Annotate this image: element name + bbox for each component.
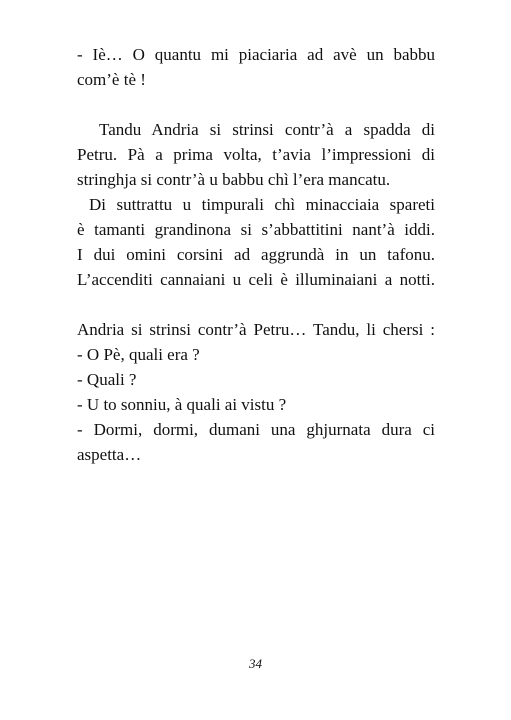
- paragraph-2: [77, 117, 435, 192]
- dialogue-line: - Dormi, dormi, dumani una ghjurnata dura ci: [77, 420, 435, 439]
- text-line: - Iè… O quantu mi piaciaria ad avè un babbu: [77, 45, 435, 64]
- text-line: stringhja si contr’à u babbu chì l’era mancatu.: [77, 170, 391, 189]
- paragraph-1: [77, 42, 435, 92]
- text-line: Di suttrattu u timpurali chì minacciaia spareti: [89, 195, 435, 214]
- text-line: I dui omini corsini ad aggrundà in un tafonu.: [77, 245, 435, 264]
- text-line: L’accenditi cannaiani u celi è illuminaiani a notti.: [77, 270, 435, 289]
- text-line: Tandu Andria si strinsi contr’à a spadda di: [99, 120, 435, 139]
- paragraph-gap: [77, 292, 435, 317]
- dialogue-line: - O Pè, quali era ?: [77, 345, 200, 364]
- paragraph-gap: [77, 92, 435, 117]
- dialogue-line: - Quali ?: [77, 370, 137, 389]
- dialogue-line: - U to sonniu, à quali ai vistu ?: [77, 395, 287, 414]
- text-line: è tamanti grandinona si s’abbattitini nant’à iddi.: [77, 220, 435, 239]
- page-number: 34: [249, 656, 262, 671]
- paragraph-4: [77, 317, 435, 467]
- dialogue-line: aspetta…: [77, 445, 142, 464]
- text-line: com’è tè !: [77, 70, 146, 89]
- text-line: Andria si strinsi contr’à Petru… Tandu, li chersi :: [77, 320, 435, 339]
- paragraph-3: [77, 192, 435, 292]
- text-line: Petru. Pà a prima volta, t’avia l’impressioni di: [77, 145, 435, 164]
- body-text: [77, 42, 435, 467]
